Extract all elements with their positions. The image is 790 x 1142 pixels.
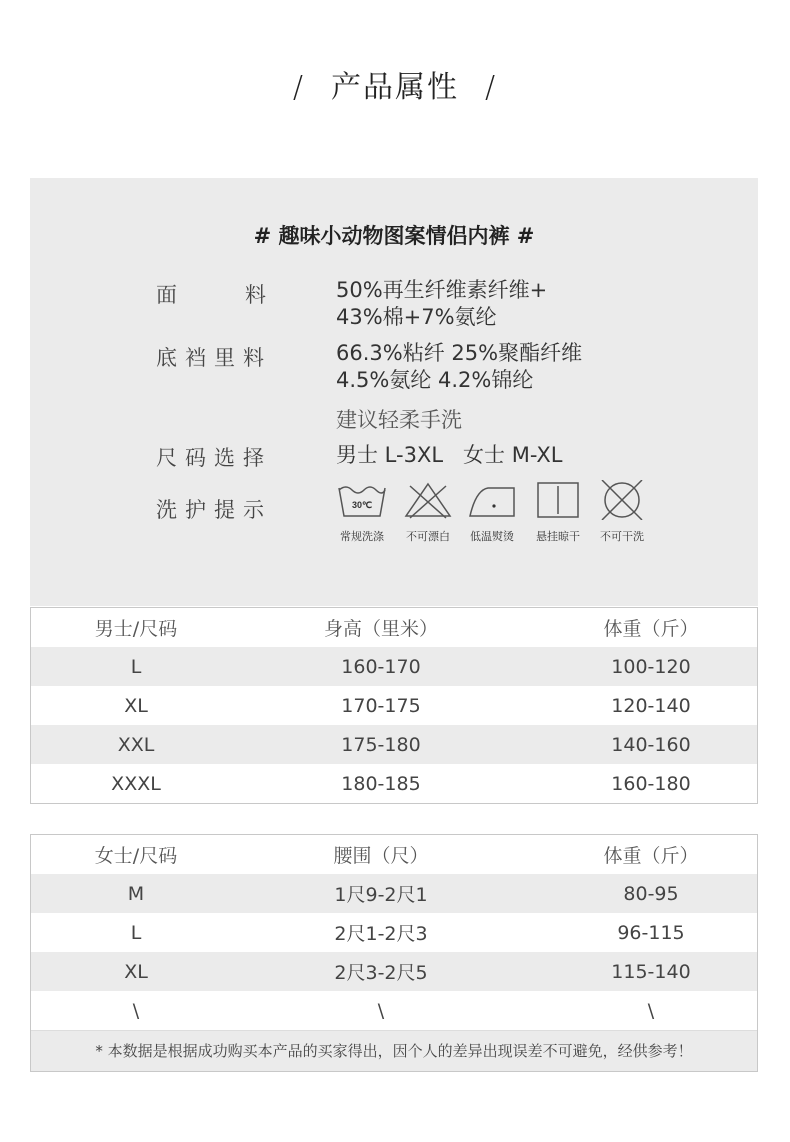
product-name: # 趣味小动物图案情侣内裤 # [253, 224, 535, 248]
wash-temp-text: 30℃ [351, 500, 373, 510]
fabric-label-char-1: 面 [156, 283, 185, 307]
cell-weight: 140-160 [611, 733, 691, 756]
title-slash-right: / [485, 70, 498, 105]
header-size: 女士/尺码 [94, 845, 178, 867]
header-weight: 体重（斤） [603, 845, 699, 867]
cell-weight: 80-95 [623, 882, 679, 905]
care-item-wash [330, 480, 394, 544]
cell-size: L [130, 921, 142, 944]
care-item-hang [526, 480, 590, 544]
care-caption-wash: 常规洗涤 [340, 530, 384, 543]
no-bleach-icon [402, 480, 454, 520]
header-weight: 体重（斤） [603, 618, 699, 640]
wash-30c-icon [336, 480, 388, 520]
cell-waist: 2尺1-2尺3 [334, 923, 428, 945]
care-caption-hang: 悬挂晾干 [536, 530, 580, 543]
cell-size: XL [124, 960, 148, 983]
women-size-table [30, 834, 758, 1072]
table-row [31, 725, 757, 764]
product-attributes-panel [30, 178, 758, 606]
cell-weight: 100-120 [611, 655, 691, 678]
table-row [31, 952, 757, 991]
table-row [31, 686, 757, 725]
no-dry-clean-icon [596, 480, 648, 520]
cell-weight: 115-140 [611, 960, 691, 983]
size-choice-label: 尺码选择 [156, 446, 272, 470]
low-iron-icon [466, 480, 518, 520]
cell-height: 170-175 [341, 694, 421, 717]
table-row [31, 991, 757, 1030]
care-item-iron [460, 480, 524, 544]
care-item-dryclean [590, 480, 654, 544]
care-caption-bleach: 不可漂白 [406, 530, 450, 543]
care-caption-iron: 低温熨烫 [470, 530, 514, 543]
table-header-row [31, 608, 757, 647]
fabric-value [336, 277, 547, 331]
table-row [31, 764, 757, 803]
cell-height: 175-180 [341, 733, 421, 756]
cell-weight: 160-180 [611, 772, 691, 795]
table-row [31, 874, 757, 913]
men-size-table [30, 607, 758, 804]
cell-waist: \ [377, 999, 385, 1022]
cell-weight: \ [647, 999, 655, 1022]
table-footnote: * 本数据是根据成功购买本产品的买家得出，因个人的差异出现误差不可避免，经供参考！ [31, 1030, 757, 1071]
care-caption-dryclean: 不可干洗 [600, 530, 644, 543]
fabric-label [156, 279, 274, 309]
crotch-value-line-1: 66.3%粘纤 25%聚酯纤维 [336, 341, 583, 365]
crotch-lining-label: 底裆里料 [156, 346, 272, 370]
cell-size: XXL [117, 733, 155, 756]
cell-waist: 1尺9-2尺1 [334, 884, 428, 906]
header-waist: 腰围（尺） [333, 845, 429, 867]
fabric-label-char-2: 料 [245, 283, 274, 307]
cell-size: \ [132, 999, 140, 1022]
cell-weight: 96-115 [617, 921, 685, 944]
fabric-value-line-1: 50%再生纤维素纤维+ [336, 278, 548, 302]
crotch-lining-value [336, 340, 582, 394]
size-choice-value: 男士 L-3XL 女士 M-XL [336, 443, 563, 467]
crotch-value-line-2: 4.5%氨纶 4.2%锦纶 [336, 368, 534, 392]
cell-size: XXXL [111, 772, 161, 795]
cell-height: 180-185 [341, 772, 421, 795]
table-row [31, 647, 757, 686]
hang-dry-icon [532, 480, 584, 520]
title-slash-left: / [292, 70, 305, 105]
fabric-value-line-2: 43%棉+7%氨纶 [336, 305, 497, 329]
header-size: 男士/尺码 [94, 618, 178, 640]
page-title [0, 62, 790, 106]
title-text: 产品属性 [331, 70, 459, 105]
cell-size: M [127, 882, 145, 905]
table-row [31, 913, 757, 952]
table-header-row [31, 835, 757, 874]
care-item-bleach [396, 480, 460, 544]
cell-height: 160-170 [341, 655, 421, 678]
cell-waist: 2尺3-2尺5 [334, 962, 428, 984]
wash-suggestion: 建议轻柔手洗 [336, 408, 462, 432]
care-icons [330, 480, 650, 550]
care-tips-label: 洗护提示 [156, 498, 272, 522]
cell-size: XL [124, 694, 148, 717]
cell-size: L [130, 655, 142, 678]
header-height: 身高（里米） [323, 618, 438, 640]
cell-weight: 120-140 [611, 694, 691, 717]
